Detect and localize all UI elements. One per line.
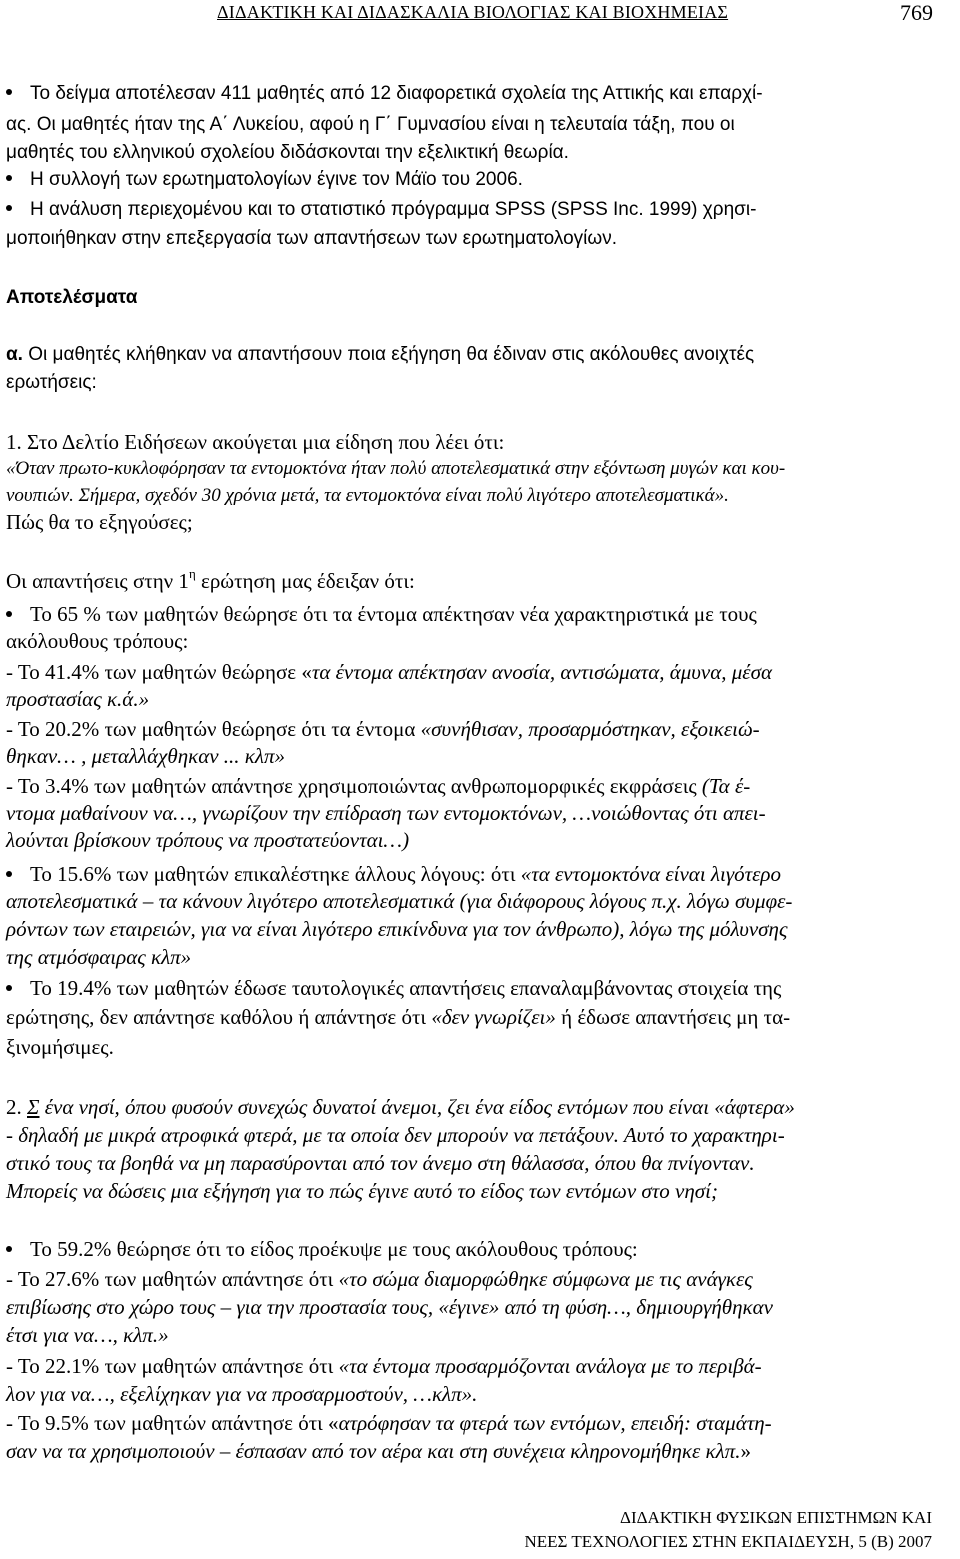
bullet-icon (6, 611, 12, 617)
bullet-icon (6, 1246, 12, 1252)
method-bullet-2 (6, 167, 523, 193)
text-line: μοποιήθηκαν στην επεξεργασία των απαντήσεων των ερωτηματολογίων. (6, 228, 618, 249)
question-number: 2. (6, 1095, 22, 1119)
text-line: Η συλλογή των ερωτηματολογίων έγινε τον Μάϊο του 2006. (30, 169, 523, 190)
quote: λον για να…, εξελίχηκαν για να προσαρμοστούν, …κλπ». (6, 1382, 478, 1406)
quote: λούνται βρίσκουν τρόπους να προστατεύονται…) (6, 828, 410, 852)
text-line: - Το 41.4% των μαθητών θεώρησε « (6, 660, 312, 684)
text-line: Το 59.2% θεώρησε ότι το είδος προέκυψε με τους ακόλουθους τρόπους: (30, 1237, 638, 1261)
text-line: Το δείγμα αποτέλεσαν 411 μαθητές από 12 διαφορετικά σχολεία της Αττικής και επαρχί- (30, 83, 763, 104)
label-a: α. (6, 344, 23, 365)
text-line: Το 19.4% των μαθητών έδωσε ταυτολογικές απαντήσεις επαναλαμβάνοντας στοιχεία της (30, 976, 782, 1000)
question-1 (6, 429, 504, 455)
answer-detail-22 (6, 1353, 762, 1379)
quote: ένα νησί, όπου φυσούν συνεχώς δυνατοί άνεμοι, ζει ένα είδος εντόμων που είναι «άφτερα» (39, 1095, 795, 1119)
text-line: Στο Δελτίο Ειδήσεων ακούγεται μια είδηση που λέει ότι: (21, 430, 505, 454)
quote: «συνήθισαν, προσαρμόστηκαν, εξοικειώ- (420, 717, 760, 741)
answers-intro (6, 568, 415, 597)
quote: σαν να τα χρησιμοποιούν – έσπασαν από τον αέρα και στη συνέχεια κληρονομήθηκε κλπ. (6, 1439, 741, 1463)
text-line: ερώτησης, δεν απάντησε καθόλου ή απάντησε ότι (6, 1005, 432, 1029)
quote: «τα έντομα προσαρμόζονται ανάλογα με το περιβά- (338, 1354, 762, 1378)
bullet-icon (6, 205, 12, 211)
quote: Σ (27, 1095, 40, 1119)
text-line (6, 1004, 790, 1030)
quote: ατρόφησαν τα φτερά των εντόμων, επειδή: σταμάτη- (338, 1411, 772, 1435)
bullet-icon (6, 175, 12, 181)
quote: τα έντομα απέκτησαν ανοσία, αντισώματα, άμυνα, μέσα (311, 660, 772, 684)
answer-detail-9 (6, 1410, 772, 1436)
footer-journal-line-2: ΝΕΕΣ ΤΕΧΝΟΛΟΓΙΕΣ ΣΤΗΝ ΕΚΠΑΙΔΕΥΣΗ, 5 (Β) 2007 (524, 1532, 932, 1551)
text-line: Πώς θα το εξηγούσες; (6, 510, 193, 534)
answer-bullet-59 (6, 1236, 638, 1262)
quote: «δεν γνωρίζει» (431, 1005, 556, 1029)
quote: αποτελεσματικά – τα κάνουν λιγότερο αποτελεσματικά (για διάφορους λόγους π.χ. λόγω συμφε- (6, 889, 793, 913)
quote: ρόντων των εταιρειών, για να είναι λιγότερο επικίνδυνα για τον άνθρωπο), λόγω της μόλυνσης (6, 917, 788, 941)
results-intro (6, 342, 754, 368)
answer-detail-3 (6, 773, 750, 799)
text-line: μαθητές του ελληνικού σχολείου διδάσκονται την εξελικτική θεωρία. (6, 142, 569, 163)
quote: επιβίωσης στο χώρο τους – για την προστασία τους, «έγινε» από τη φύση…, δημιουργήθηκαν (6, 1295, 773, 1319)
superscript: η (188, 566, 196, 581)
answer-detail-27 (6, 1266, 753, 1292)
quote: ντομα μαθαίνουν να…, γνωρίζουν την επίδραση των εντομοκτόνων, …νοιώθοντας ότι απει- (6, 801, 766, 825)
method-bullet-1 (6, 81, 763, 107)
running-header: ΔΙΔΑΚΤΙΚΗ ΚΑΙ ΔΙΔΑΣΚΑΛΙΑ ΒΙΟΛΟΓΙΑΣ ΚΑΙ ΒΙΟΧΗΜΕΙΑΣ (217, 2, 729, 22)
question-number: 1. (6, 430, 22, 454)
answer-bullet-65 (6, 601, 757, 627)
question-2 (6, 1094, 795, 1120)
section-heading: Αποτελέσματα (6, 287, 138, 308)
answer-bullet-15 (6, 861, 781, 887)
text-line: ξινομήσιμες. (6, 1035, 114, 1059)
quote: προστασίας κ.ά.» (6, 687, 150, 711)
quote: θηκαν… , μεταλλάχθηκαν ... κλπ» (6, 744, 285, 768)
quote: - δηλαδή με μικρά ατροφικά φτερά, με τα οποία δεν μπορούν να πετάξουν. Αυτό το χαρακτηρι- (6, 1123, 785, 1147)
answer-detail-20 (6, 716, 760, 742)
text-line: Το 65 % των μαθητών θεώρησε ότι τα έντομα απέκτησαν νέα χαρακτηριστικά με τους (30, 602, 757, 626)
bullet-icon (6, 871, 12, 877)
answer-bullet-19 (6, 975, 781, 1001)
text-line: - Το 22.1% των μαθητών απάντησε ότι (6, 1354, 339, 1378)
answer-detail-41 (6, 659, 772, 685)
text-line: » (740, 1439, 751, 1463)
page-number: 769 (900, 0, 933, 25)
text-line: Οι μαθητές κλήθηκαν να απαντήσουν ποια εξήγηση θα έδιναν στις ακόλουθες ανοιχτές (22, 344, 755, 365)
text-line: - Το 3.4% των μαθητών απάντησε χρησιμοποιώντας ανθρωπομορφικές εκφράσεις (6, 774, 702, 798)
quote: στικό τους τα βοηθά να μη παρασύρονται από τον άνεμο στη θάλασσα, όπου θα πνίγονταν. (6, 1151, 755, 1175)
text-line: ερώτηση μας έδειξαν ότι: (195, 569, 415, 593)
quote: (Τα έ- (701, 774, 751, 798)
text-line: Η ανάλυση περιεχομένου και το στατιστικό πρόγραμμα SPSS (SPSS Inc. 1999) χρησι- (30, 199, 757, 220)
footer-journal-line-1: ΔΙΔΑΚΤΙΚΗ ΦΥΣΙΚΩΝ ΕΠΙΣΤΗΜΩΝ ΚΑΙ (620, 1508, 932, 1527)
text-line (6, 1438, 751, 1464)
text-line: ή έδωσε απαντήσεις μη τα- (555, 1005, 791, 1029)
question-quote: νουπιών. Σήμερα, σχεδόν 30 χρόνια μετά, τα εντομοκτόνα είναι πολύ λιγότερο αποτελεσματικά». (6, 485, 729, 506)
quote: της ατμόσφαιρας κλπ» (6, 945, 192, 969)
text-line: ερωτήσεις: (6, 372, 97, 393)
text-line: Το 15.6% των μαθητών επικαλέστηκε άλλους λόγους: ότι (30, 862, 521, 886)
method-bullet-3 (6, 197, 756, 223)
text-line: - Το 27.6% των μαθητών απάντησε ότι (6, 1267, 339, 1291)
quote: έτσι για να…, κλπ.» (6, 1323, 169, 1347)
bullet-icon (6, 89, 12, 95)
text-line: - Το 20.2% των μαθητών θεώρησε ότι τα έντομα (6, 717, 421, 741)
text-line: ας. Οι μαθητές ήταν της Α΄ Λυκείου, αφού η Γ΄ Γυμνασίου είναι η τελευταία τάξη, που οι (6, 114, 735, 135)
quote: «το σώμα διαμορφώθηκε σύμφωνα με τις ανάγκες (338, 1267, 753, 1291)
text-line: Οι απαντήσεις στην 1 (6, 569, 189, 593)
quote: «τα εντομοκτόνα είναι λιγότερο (520, 862, 781, 886)
text-line: - Το 9.5% των μαθητών απάντησε ότι « (6, 1411, 339, 1435)
quote: Μπορείς να δώσεις μια εξήγηση για το πώς έγινε αυτό το είδος των εντόμων στο νησί; (6, 1179, 718, 1203)
question-quote: «Όταν πρωτο-κυκλοφόρησαν τα εντομοκτόνα ήταν πολύ αποτελεσματικά στην εξόντωση μυγών και κου- (6, 458, 786, 479)
bullet-icon (6, 985, 12, 991)
text-line: ακόλουθους τρόπους: (6, 629, 189, 653)
